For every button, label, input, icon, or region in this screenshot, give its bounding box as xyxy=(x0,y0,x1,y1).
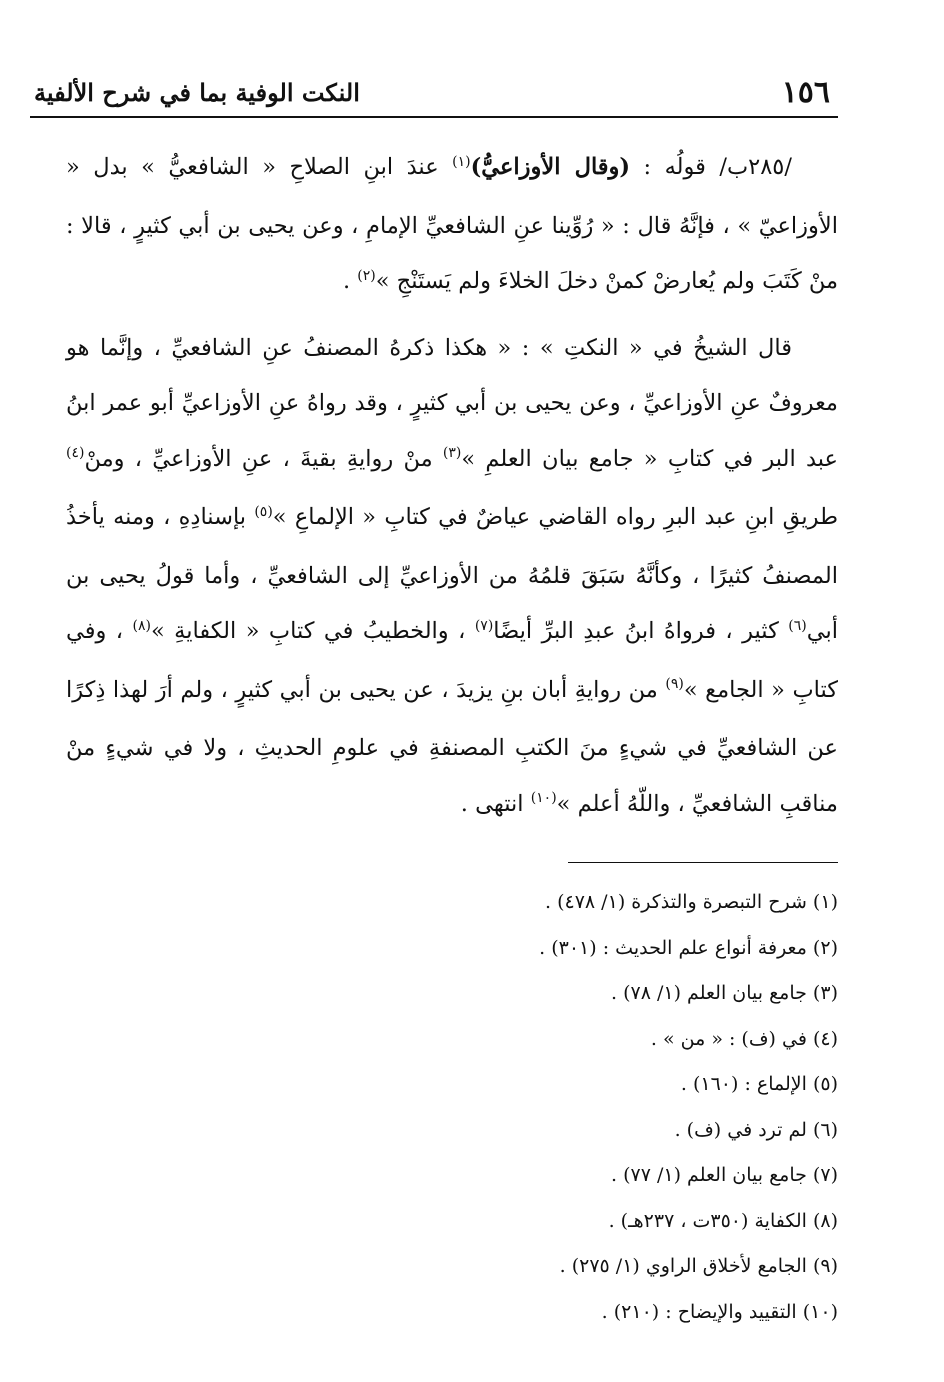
footnote-ref-3[interactable]: (٣) xyxy=(442,445,462,462)
manuscript-folio-marker: /٢٨٥ب/ xyxy=(719,154,792,180)
text-segment: طريقِ ابنِ عبد البرِ رواه القاضي عياضٌ في كتابِ « الإلماعِ » xyxy=(272,504,838,530)
footnote-item: (١) شرح التبصرة والتذكرة (١/ ٤٧٨) . xyxy=(545,891,838,913)
page-header xyxy=(30,68,838,118)
footnotes-list xyxy=(66,880,838,1335)
text-segment: ، والخطيبُ في كتابِ « الكفايةِ » xyxy=(150,618,475,644)
text-segment: قال الشيخُ في « النكتِ » : « هكذا ذكرهُ المصنفُ عنِ الشافعيِّ ، وإنَّما هو معروفٌ عنِ الأوزاعيِّ ، وعن يحيى بن أبي كثيرٍ ، وقد رواهُ عنِ الأوزاعيِّ أبو عمر ابنُ عبد البر في كتابِ « جامع بيان العلمِ » xyxy=(66,334,838,472)
page-number: ١٥٦ xyxy=(781,74,830,110)
text-segment: ، وفي كتابِ « الجامع » xyxy=(66,618,838,703)
main-text xyxy=(66,140,838,835)
footnote-separator xyxy=(568,862,838,863)
footnote-item: (٦) لم ترد في (ف) . xyxy=(674,1118,838,1141)
text-segment: منْ روايةِ بقيةَ ، عنِ الأوزاعيِّ ، ومنْ xyxy=(84,445,443,472)
footnote-ref-8[interactable]: (٨) xyxy=(132,617,151,634)
footnote-item: (٩) الجامع لأخلاق الراوي (١/ ٢٧٥) . xyxy=(559,1255,838,1277)
text-segment: . xyxy=(342,268,358,294)
footnote-ref-2[interactable]: (٢) xyxy=(357,267,376,284)
footnote-item: (٨) الكفاية (٣٥٠ت ، ٢٣٧هـ) . xyxy=(608,1209,838,1232)
text-segment: قولُه : xyxy=(630,154,720,180)
text-segment: بإسنادِهِ ، ومنه يأخذُ المصنفُ كثيرًا ، وكأنَّهُ سَبَقَ قلمُهُ من الأوزاعيِّ إلى الشافعيِّ ، وأما قولُ يحيى بن أبي xyxy=(66,504,838,644)
footnote-ref-7[interactable]: (٧) xyxy=(474,617,494,634)
footnote-item: (١٠) التقييد والإيضاح : (٢١٠) . xyxy=(601,1300,838,1323)
footnote-item: (٥) الإلماع : (١٦٠) . xyxy=(680,1073,838,1095)
footnote-ref-5[interactable]: (٥) xyxy=(254,503,273,520)
paragraph-1 xyxy=(66,140,838,313)
footnote-item: (٣) جامع بيان العلم (١/ ٧٨) . xyxy=(611,982,838,1004)
footnote-item: (٢) معرفة أنواع علم الحديث : (٣٠١) . xyxy=(539,936,838,959)
paragraph-2 xyxy=(66,321,838,836)
text-segment: انتهى . xyxy=(460,790,531,817)
footnote-item: (٧) جامع بيان العلم (١/ ٧٧) . xyxy=(611,1164,838,1186)
text-segment: كثير ، فرواهُ ابنُ عبدِ البرِّ أيضًا xyxy=(493,618,789,644)
footnote-ref-1[interactable]: (١) xyxy=(452,153,471,170)
footnote-ref-6[interactable]: (٦) xyxy=(788,617,807,634)
text-segment: عندَ ابنِ الصلاحِ « الشافعيُّ » بدل « الأوزاعيّ » ، فإنَّهُ قال : « رُوِّينا عنِ الشافعيِّ الإمامِ ، وعن يحيى بن أبي كثيرٍ ، قالا : منْ كَتَبَ ولم يُعارضْ كمنْ دخلَ الخلاءَ ولم يَستَنْجِ » xyxy=(66,154,838,294)
footnote-ref-9[interactable]: (٩) xyxy=(665,676,684,693)
footnote-item: (٤) في (ف) : « من » . xyxy=(650,1027,838,1050)
quoted-phrase: (وقال الأوزاعيُّ) xyxy=(470,154,631,180)
footnote-ref-10[interactable]: (١٠) xyxy=(530,790,557,807)
running-title: النكت الوفية بما في شرح الألفية xyxy=(34,77,360,107)
text-segment: من روايةِ أبان بنِ يزيدَ ، عن يحيى بن أبي كثيرٍ ، ولم أرَ لهذا ذِكرًا عن الشافعيِّ في شيءٍ منَ الكتبِ المصنفةِ في علومِ الحديثِ ، ولا في شيءٍ منْ مناقبِ الشافعيِّ ، واللّهُ أعلم » xyxy=(66,676,838,817)
footnote-ref-4[interactable]: (٤) xyxy=(66,445,85,462)
